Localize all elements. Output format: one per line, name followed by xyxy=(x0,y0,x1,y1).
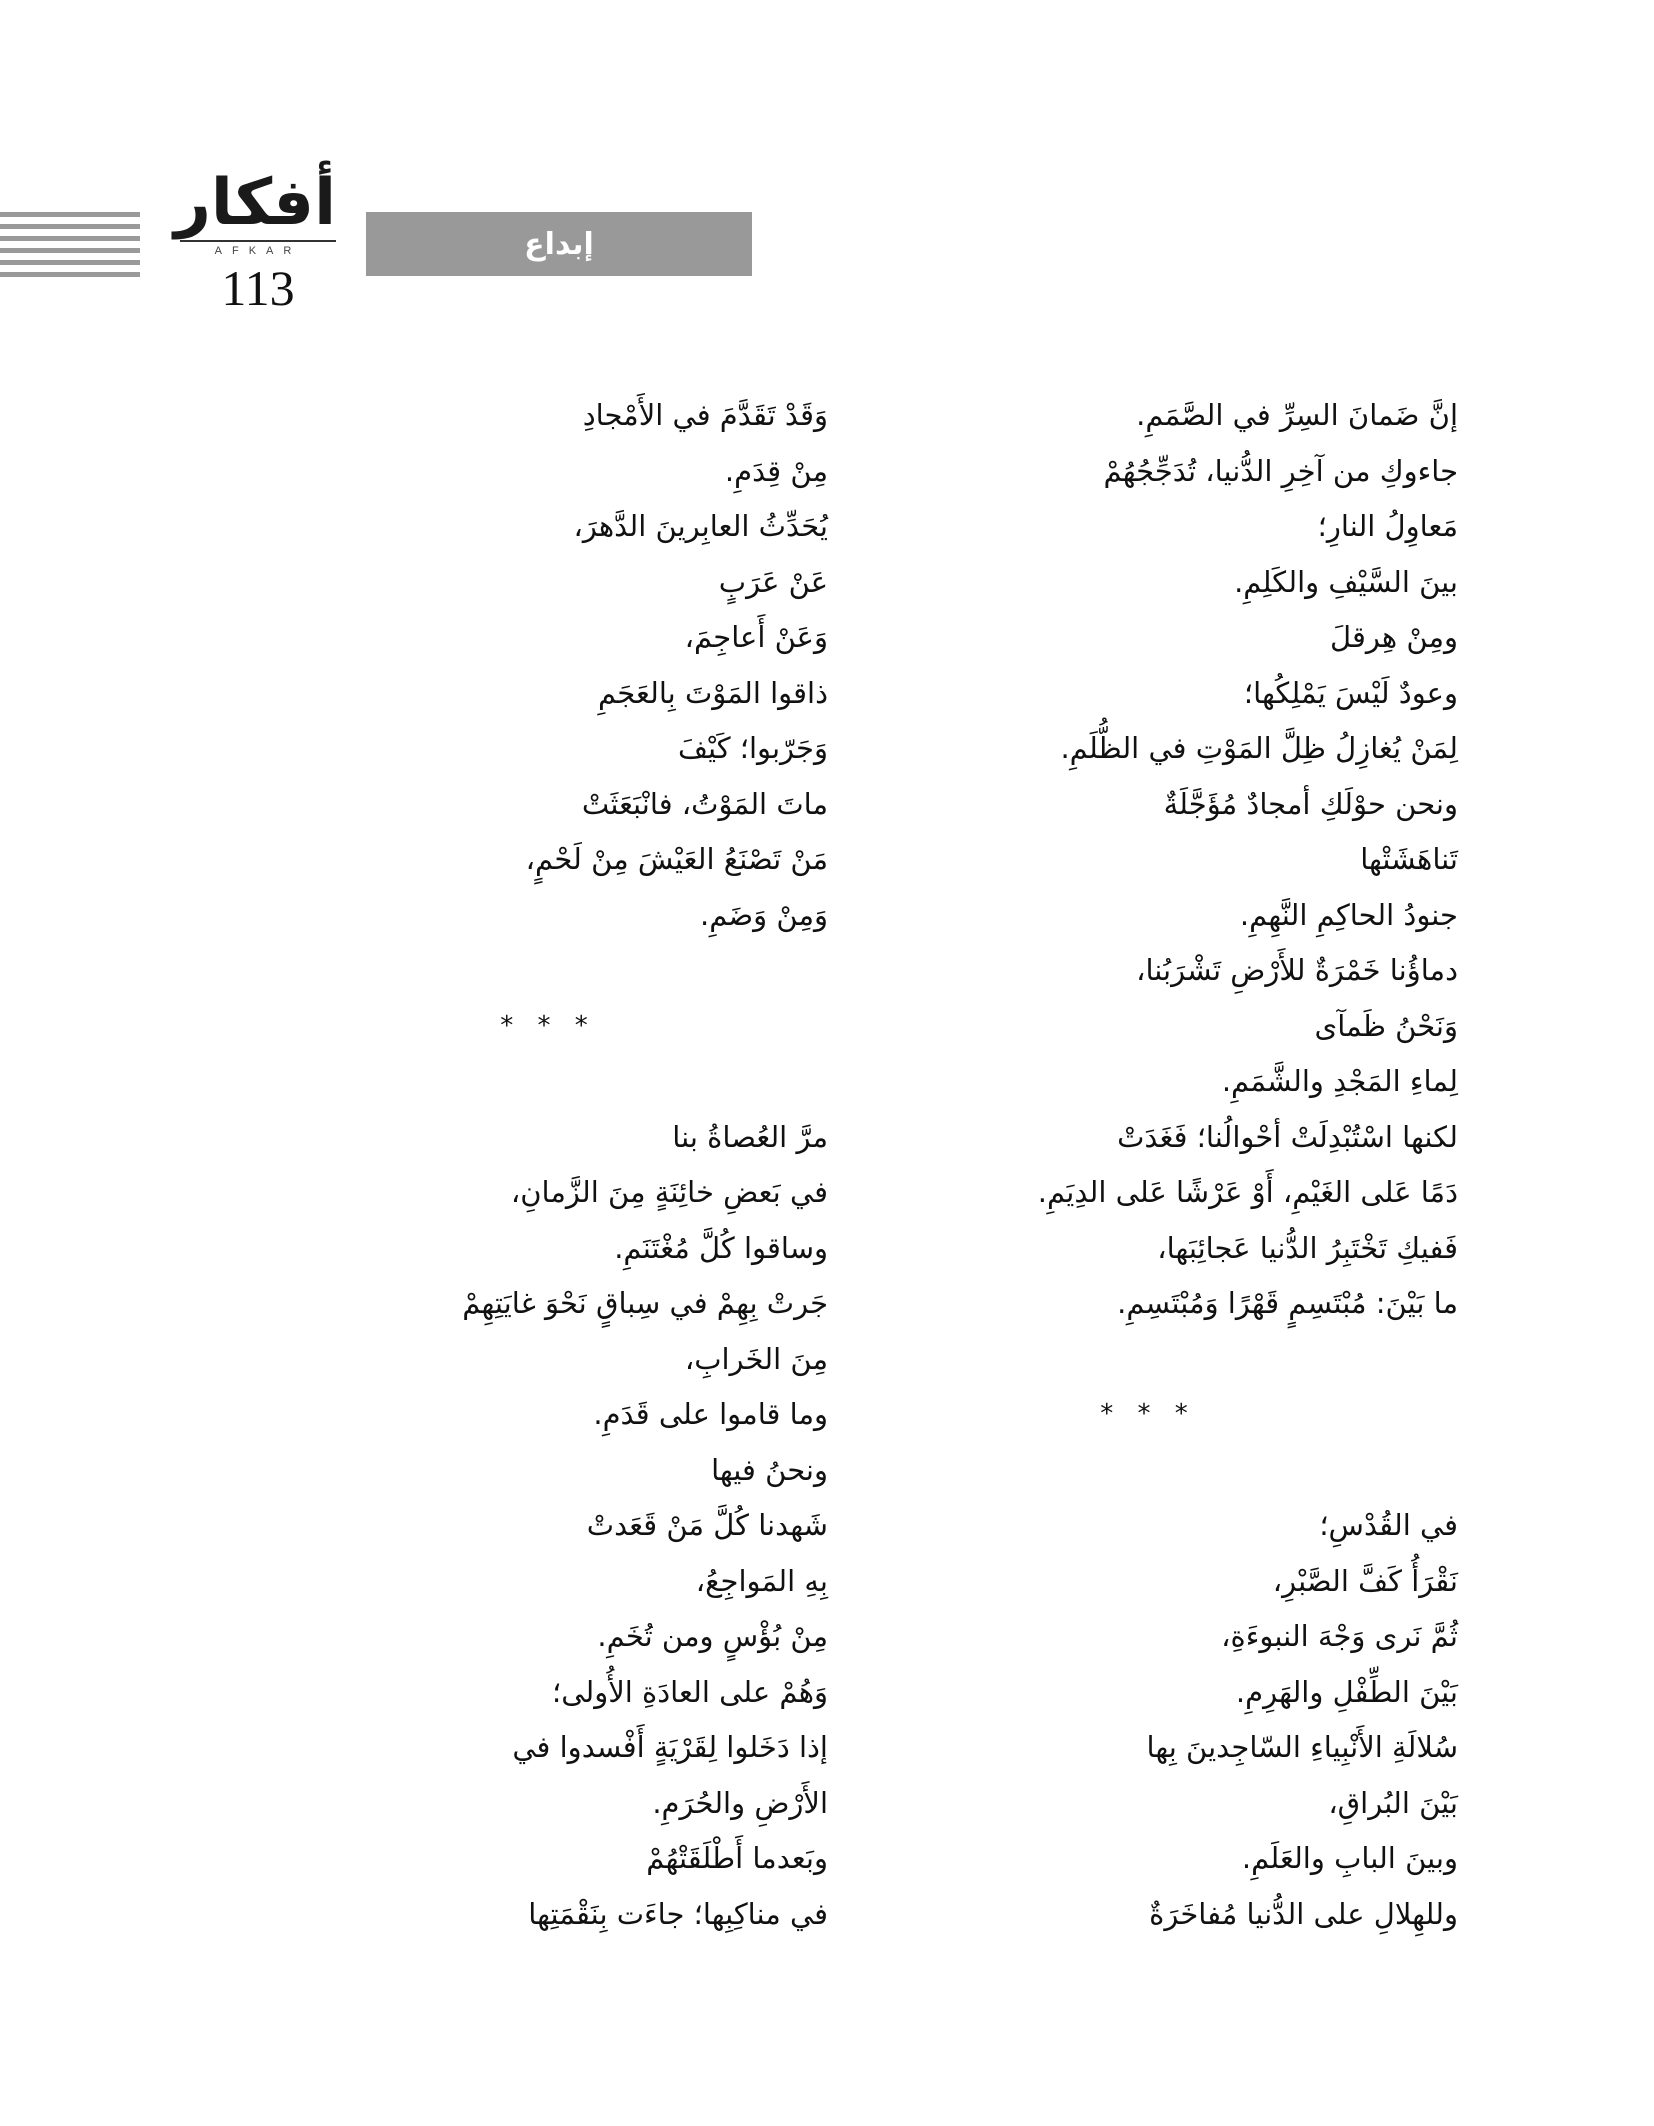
poem-line: ما بَيْنَ: مُبْتَسِمٍ قَهْرًا وَمُبْتَسِمِ. xyxy=(1117,1286,1458,1320)
page-number: 113 xyxy=(221,260,295,316)
logo-arabic: أفكار xyxy=(174,166,336,240)
poem-line: ونحن حوْلَكِ أمجادٌ مُؤَجَّلَةٌ xyxy=(1163,786,1458,821)
poem-line: وَقَدْ تَقَدَّمَ في الأَمْجادِ xyxy=(582,398,828,432)
poem-line: وما قاموا على قَدَمِ. xyxy=(593,1397,828,1431)
poem-line: بينَ السَّيْفِ والكَلِمِ. xyxy=(1234,564,1458,599)
poem-line: ذاقوا المَوْتَ بِالعَجَمِ xyxy=(597,675,828,710)
poem-line: في مناكِبِها؛ جاءَت بِنَقْمَتِها xyxy=(528,1896,828,1931)
poem-line: في القُدْسِ؛ xyxy=(1319,1508,1458,1542)
section-separator: * * * xyxy=(500,1010,596,1041)
poem-line: وَجَرّبوا؛ كَيْفَ xyxy=(677,731,828,765)
poem-column-left xyxy=(268,388,828,1942)
poem-line: وَنَحْنُ ظَمآى xyxy=(1314,1008,1458,1043)
poem-line: مِنْ بُؤْسٍ ومن تُخَمِ. xyxy=(597,1619,828,1653)
poem-line: مَنْ تَصْنَعُ العَيْشَ مِنْ لَحْمٍ، xyxy=(525,842,828,876)
poem-line xyxy=(268,943,828,999)
poem-line: بَيْنَ الطِّفْلِ والهَرِمِ. xyxy=(1235,1674,1458,1709)
poem-line: شَهدنا كُلَّ مَنْ قَعَدتْ xyxy=(586,1508,828,1542)
logo-latin: AFKAR xyxy=(214,245,302,257)
poem-line: جنودُ الحاكِمِ النَّهِمِ. xyxy=(1239,897,1458,932)
poem-line: ماتَ المَوْتُ، فانْبَعَثَتْ xyxy=(581,786,828,821)
stripe xyxy=(0,260,140,265)
poem-line: يُحَدِّثُ العابِرينَ الدَّهرَ، xyxy=(573,509,828,543)
stripe xyxy=(0,248,140,253)
poem-line: مِنَ الخَرابِ، xyxy=(684,1341,828,1376)
poem-line: بَيْنَ البُراقِ، xyxy=(1328,1785,1458,1820)
poem-line: إنَّ ضَمانَ السِرِّ في الصَّمَمِ. xyxy=(1136,398,1458,432)
poem-line: مَعاوِلُ النارِ؛ xyxy=(1317,509,1458,543)
poem-line: دماؤُنا خَمْرَةٌ للأَرْضِ تَشْرَبُنا، xyxy=(1136,953,1458,987)
section-title: إبداع xyxy=(524,226,594,262)
magazine-logo xyxy=(174,166,336,258)
poem-line: نَقْرَأُ كَفَّ الصَّبْرِ، xyxy=(1272,1563,1458,1598)
section-title-bar xyxy=(366,212,752,276)
poem-line xyxy=(268,1054,828,1110)
stripe xyxy=(0,236,140,241)
poem-line: ثُمَّ نَرى وَجْهَ النبوءَةِ، xyxy=(1221,1619,1458,1653)
poem-column-right xyxy=(838,388,1458,1942)
poem-line: لِماءِ المَجْدِ والشَّمَمِ. xyxy=(1221,1064,1458,1098)
poem-line: جَرتْ بِهِمْ في سِباقٍ نَحْوَ غايَتِهِمْ xyxy=(462,1286,828,1320)
poem-line: في بَعضِ خائِنَةٍ مِنَ الزَّمانِ، xyxy=(510,1175,828,1209)
decorative-stripes xyxy=(0,212,140,284)
poem-line: بِهِ المَواجِعُ، xyxy=(695,1563,828,1598)
poem-line: مرَّ العُصاةُ بنا xyxy=(672,1119,828,1154)
poem-line: وَعَنْ أَعاجِمَ، xyxy=(684,620,828,654)
stripe xyxy=(0,224,140,229)
poem-line: وساقوا كُلَّ مُغْتَنَمِ. xyxy=(614,1230,828,1265)
poem-line: مِنْ قِدَمِ. xyxy=(724,453,828,488)
logo-divider xyxy=(180,240,336,242)
poem-line: عَنْ عَرَبٍ xyxy=(718,564,828,599)
poem-line: وَهُمْ على العادَةِ الأُولى؛ xyxy=(552,1674,828,1709)
poem-line: دَمًا عَلى الغَيْمِ، أَوْ عَرْشًا عَلى الدِيَمِ. xyxy=(1037,1175,1458,1209)
poem-line: سُلالَةِ الأَنْبِياءِ السّاجِدينَ بِها xyxy=(1146,1730,1458,1764)
poem-line: جاءوكِ من آخِرِ الدُّنيا، تُدَجِّجُهُمْ xyxy=(1103,453,1458,488)
poem-line: لِمَنْ يُغازِلُ ظِلَّ المَوْتِ في الظُّلَمِ. xyxy=(1060,731,1458,765)
section-separator: * * * xyxy=(1100,1399,1196,1429)
poem-line: وبَعدما أَطْلَقَتْهُمْ xyxy=(646,1841,828,1875)
poem-line xyxy=(838,1332,1458,1388)
poem-line: تَناهَشَتْها xyxy=(1360,842,1458,876)
poem-line: الأَرْضِ والحُرَمِ. xyxy=(652,1785,828,1820)
poem-line: فَفيكِ تَخْتَبِرُ الدُّنيا عَجائِبَها، xyxy=(1157,1230,1458,1265)
stripe xyxy=(0,212,140,217)
poem-line: لكنها اسْتُبْدِلَتْ أحْوالُنا؛ فَغَدَتْ xyxy=(1117,1119,1458,1154)
poem-line: ومِنْ هِرقلَ xyxy=(1330,620,1458,654)
poem-line xyxy=(838,1443,1458,1499)
poem-line: وعودٌ لَيْسَ يَمْلِكُها؛ xyxy=(1243,675,1458,710)
poem-line: وبينَ البابِ والعَلَمِ. xyxy=(1241,1841,1458,1875)
poem-line: وَمِنْ وَضَمِ. xyxy=(700,897,828,932)
poem-line: ونحنُ فيها xyxy=(711,1452,828,1487)
stripe xyxy=(0,272,140,277)
poem-line: وللهِلالِ على الدُّنيا مُفاخَرَةٌ xyxy=(1149,1896,1458,1931)
poem-line: إذا دَخَلوا لِقَرْيَةٍ أَفْسدوا في xyxy=(512,1730,828,1764)
